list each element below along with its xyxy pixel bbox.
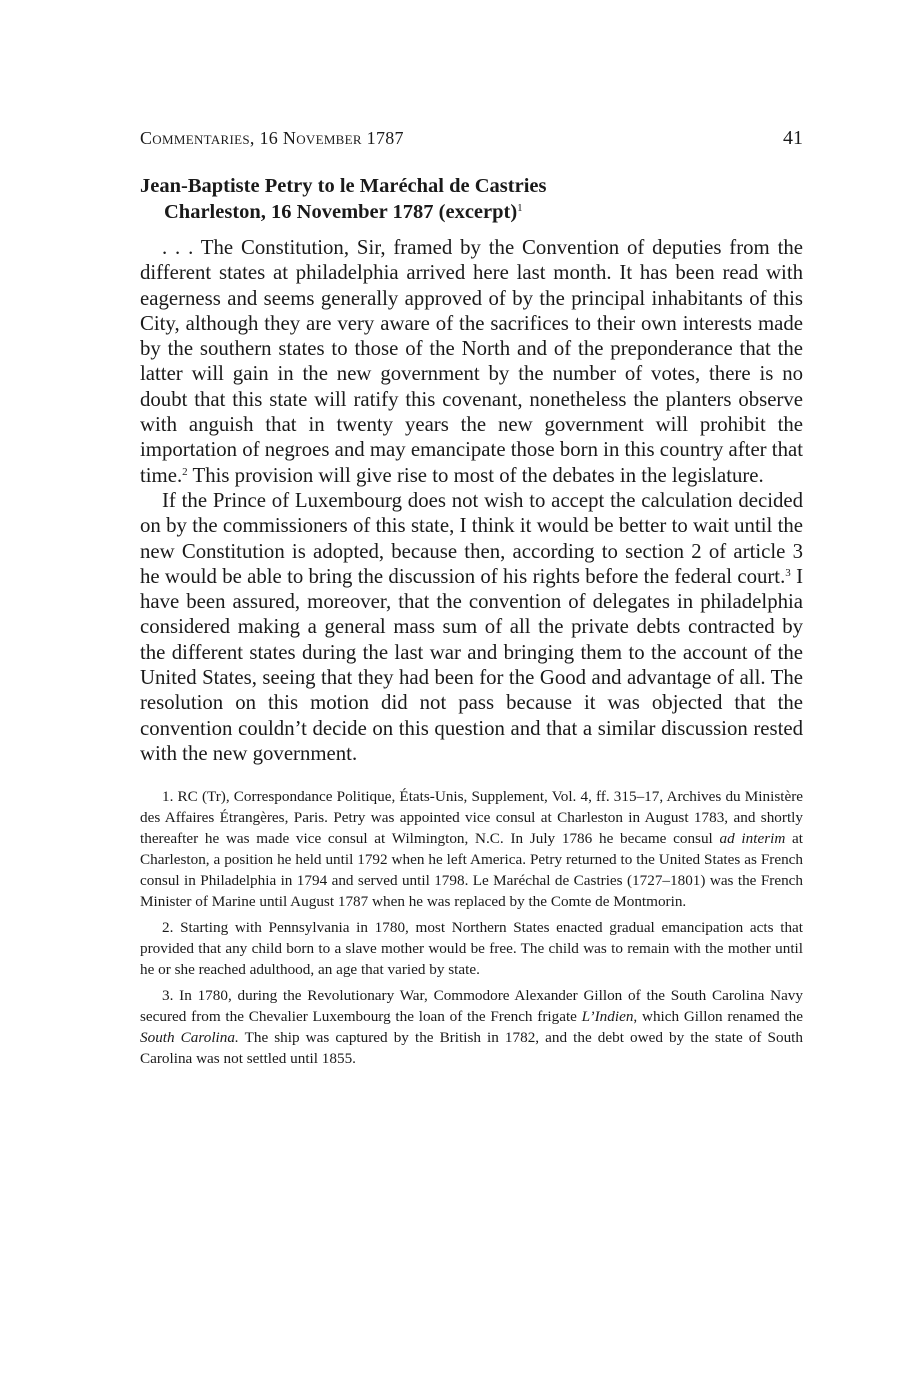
footnote-2 xyxy=(140,917,803,980)
document-subtitle-text: Charleston, 16 November 1787 (excerpt) xyxy=(164,201,518,223)
document-title: Jean-Baptiste Petry to le Maréchal de Castries xyxy=(140,175,547,197)
footnote-2-text: 2. Starting with Pennsylvania in 1780, most Northern States enacted gradual emancipation acts that provided that any child born to a slave mother would be free. The child was to remain with the mother until he or she reached adulthood, an age that varied by state. xyxy=(140,919,803,979)
document-page xyxy=(140,127,803,1074)
footnotes xyxy=(140,786,803,1069)
footnote-3-italic-ship: L’Indien xyxy=(581,1008,634,1026)
footnote-3-italic-name: South Carolina. xyxy=(140,1029,239,1047)
footnote-marker-2: 2 xyxy=(182,465,188,478)
footnote-1 xyxy=(140,786,803,912)
footnote-3-text-a: 3. In 1780, during the Revolutionary War, Commodore Alexander Gillon of the South Carolina Navy secured from the Chevalier Luxembourg the loan of the French frigate xyxy=(140,987,803,1026)
paragraph-2-text-a: If the Prince of Luxembourg does not wish to accept the calculation decided on by the commissioners of this state, I think it would be better to wait until the new Constitution is adopted, because then, according to section 2 of article 3 he would be able to bring the discussion of his rights before the federal court. xyxy=(140,488,803,588)
footnote-marker-1: 1 xyxy=(517,202,523,214)
running-head-title: Commentaries, 16 November 1787 xyxy=(140,128,404,148)
footnote-marker-3: 3 xyxy=(785,566,791,579)
footnote-1-text-a: 1. RC (Tr), Correspondance Politique, États-Unis, Supplement, Vol. 4, ff. 315–17, Archives du Ministère des Affaires Étrangères, Paris. Petry was appointed vice consul at Charleston in August 1783, and shortly thereafter he was made vice consul at Wilmington, N.C. In July 1786 he became consul xyxy=(140,788,803,848)
letter-body xyxy=(140,235,803,766)
footnote-3 xyxy=(140,985,803,1069)
page-number: 41 xyxy=(783,127,803,149)
footnote-1-text-b: at Charleston, a position he held until 1792 when he left America. Petry returned to the United States as French consul in Philadelphia in 1794 and served until 1798. Le Maréchal de Castries (1727–1801) was the French Minister of Marine until August 1787 when he was replaced by the Comte de Montmorin. xyxy=(140,830,803,911)
paragraph-2 xyxy=(140,488,803,766)
footnote-3-text-c: The ship was captured by the British in 1782, and the debt owed by the state of South Carolina was not settled until 1855. xyxy=(140,1029,803,1068)
paragraph-1-text-b: This provision will give rise to most of the debates in the legislature. xyxy=(187,463,764,487)
footnote-3-text-b: , which Gillon renamed the xyxy=(633,1008,803,1026)
document-subtitle xyxy=(140,199,803,225)
paragraph-2-text-b: I have been assured, moreover, that the convention of delegates in philadelphia considered making a general mass sum of all the private debts contracted by the different states during the last war and bringing them to the account of the United States, seeing that they had been for the Good and advantage of all. The resolution on this motion did not pass because it was objected that the convention couldn’t decide on this question and that a similar discussion rested with the new government. xyxy=(140,564,804,765)
running-head xyxy=(140,127,803,157)
paragraph-1 xyxy=(140,235,803,488)
footnote-1-italic: ad interim xyxy=(719,830,786,848)
paragraph-1-text-a: . . . The Constitution, Sir, framed by the Convention of deputies from the different states at philadelphia arrived here last month. It has been read with eagerness and seems generally approved of by the principal inhabitants of this City, although they are very aware of the sacrifices to their own interests made by the southern states to those of the North and of the preponderance that the latter will gain in the new government by the number of votes, there is no doubt that this state will ratify this covenant, nonetheless the planters observe with anguish that in twenty years the new government will prohibit the importation of negroes and may emancipate those born in this country after that time. xyxy=(140,236,803,487)
